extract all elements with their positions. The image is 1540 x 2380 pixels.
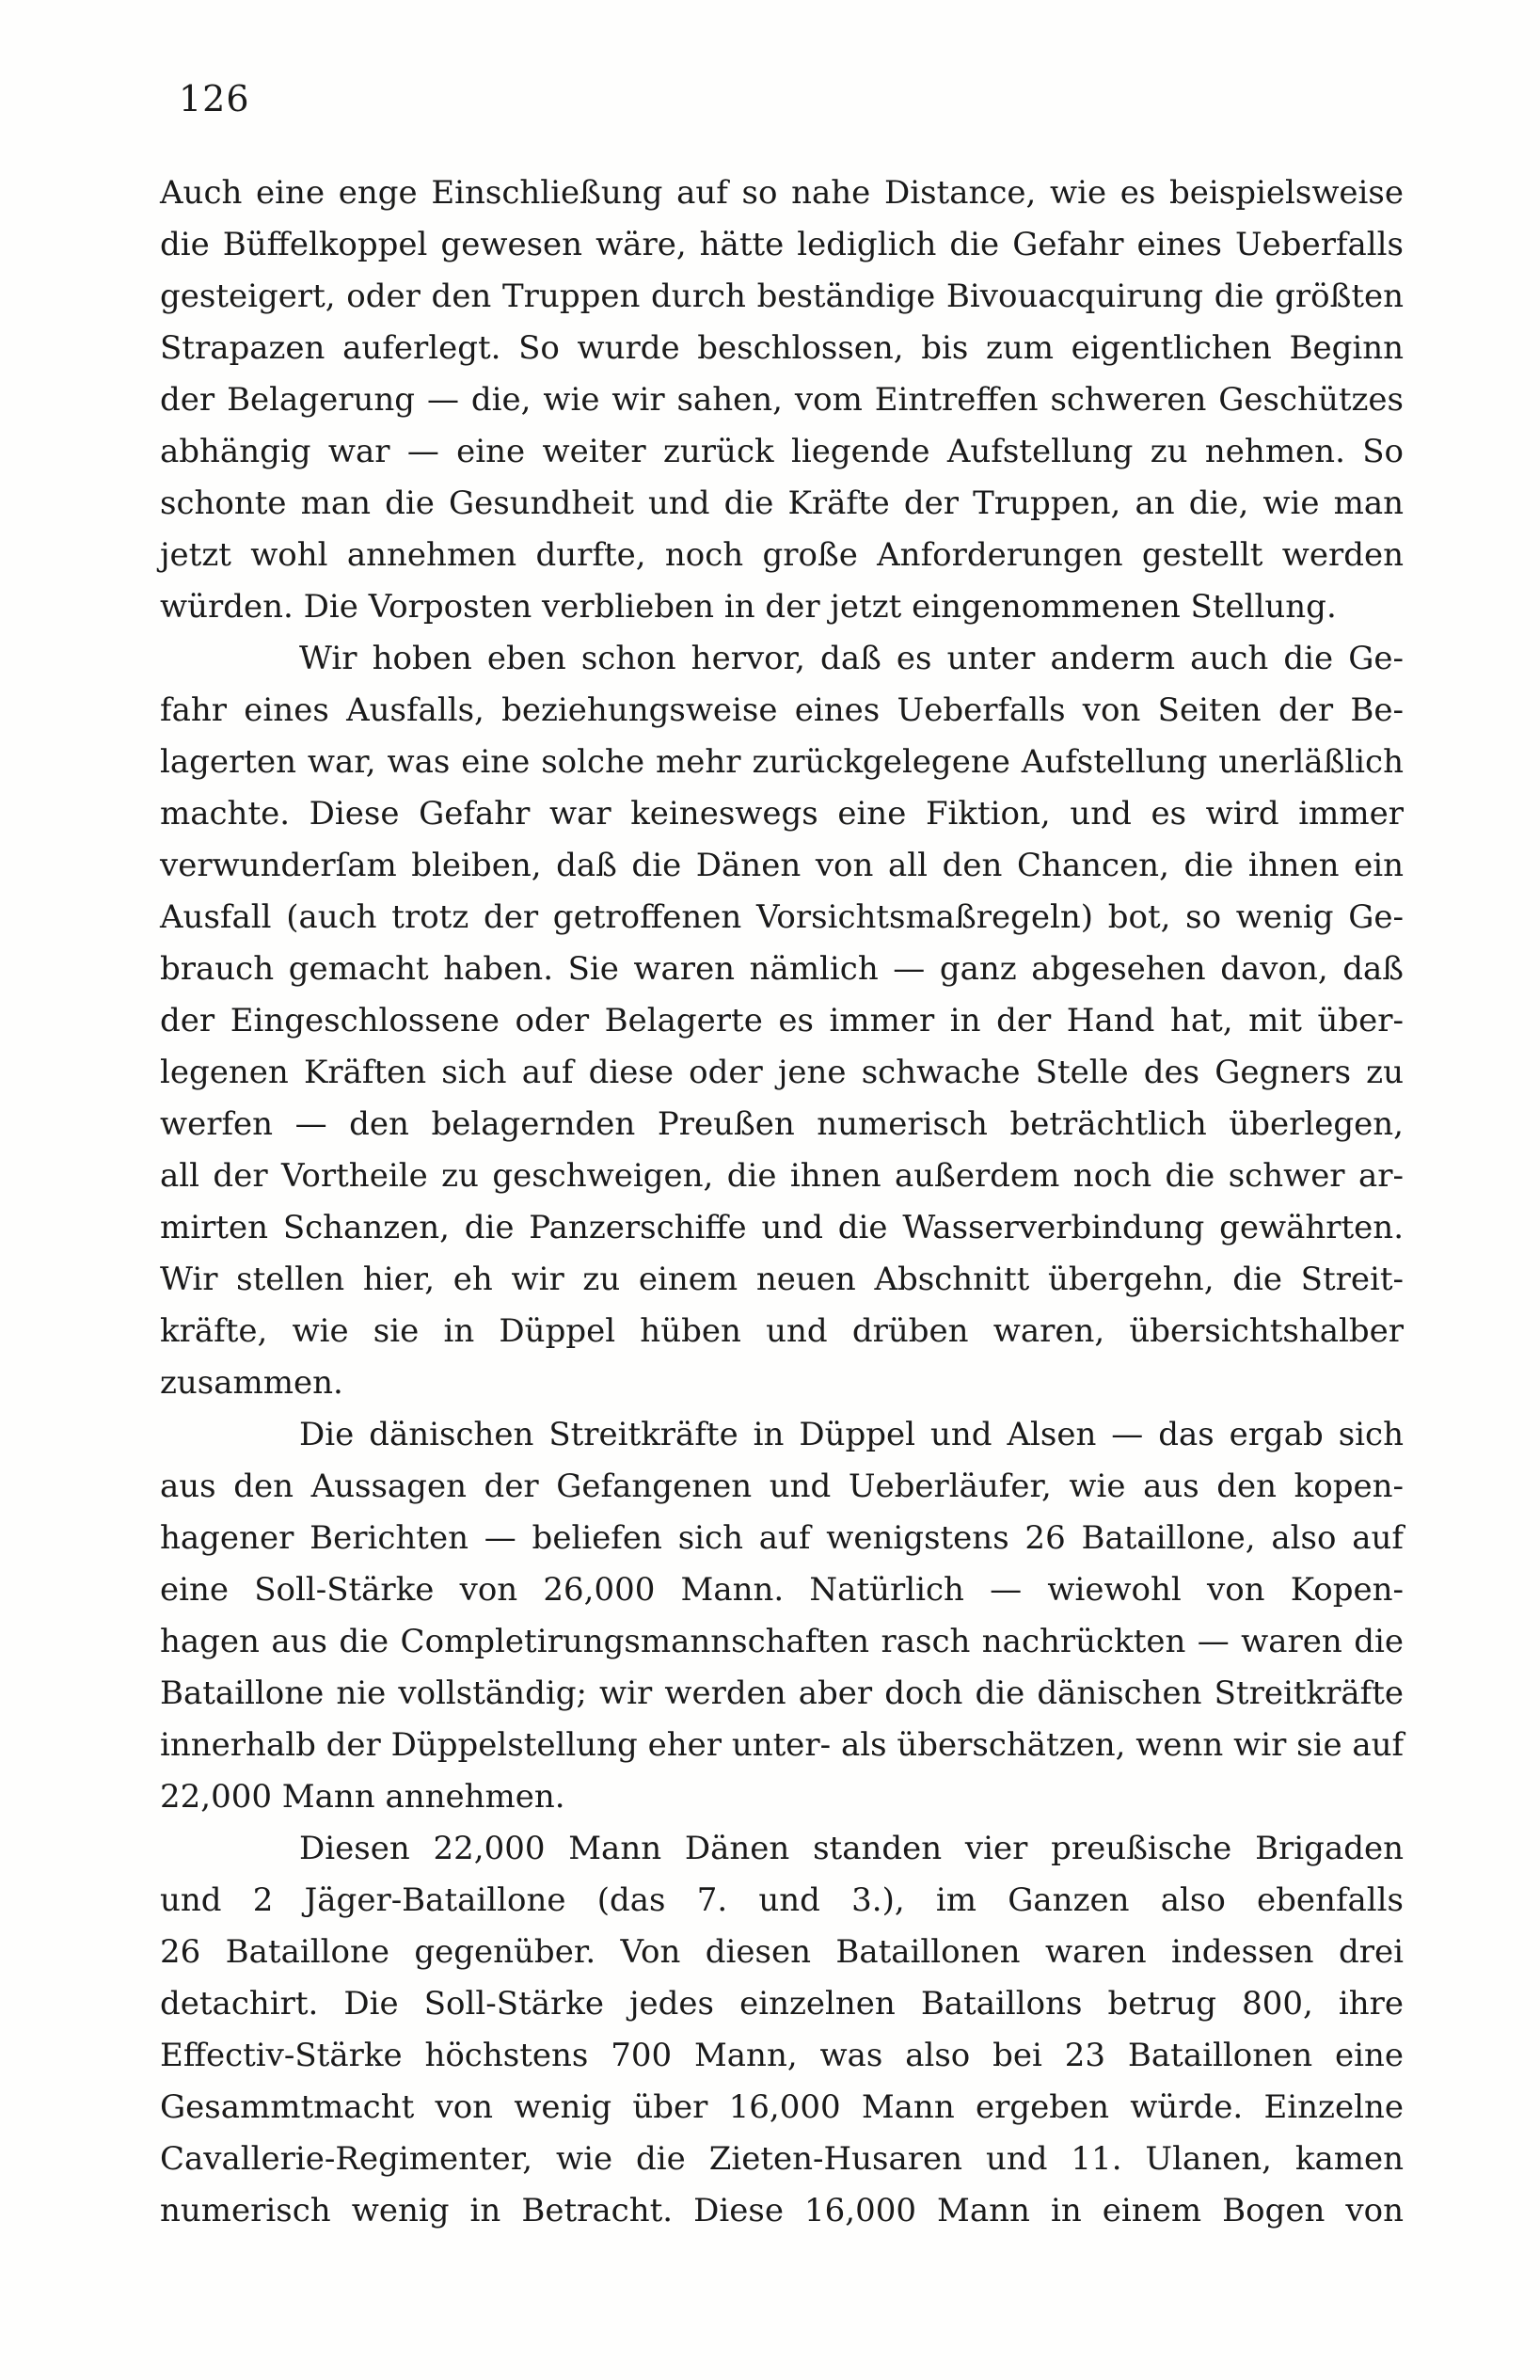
text-line: hagener Berichten — beliefen sich auf wenigstens 26 Bataillone, also auf — [160, 1519, 1404, 1557]
text-line: und 2 Jäger-Bataillone (das 7. und 3.), im Ganzen also ebenfalls — [160, 1881, 1404, 1919]
text-line: Wir hoben eben schon hervor, daß es unter anderm auch die Ge- — [299, 640, 1404, 677]
text-line: Effectiv-Stärke höchstens 700 Mann, was also bei 23 Bataillonen eine — [160, 2037, 1404, 2074]
text-line: werfen — den belagernden Preußen numerisch beträchtlich überlegen, — [160, 1105, 1404, 1143]
text-line: gesteigert, oder den Truppen durch beständige Bivouacquirung die größten — [160, 278, 1404, 315]
text-line: hagen aus die Completirungsmannschaften rasch nachrückten — waren die — [160, 1623, 1404, 1660]
page-number: 126 — [179, 78, 250, 119]
text-line: mirten Schanzen, die Panzerschiffe und die Wasserverbindung gewährten. — [160, 1209, 1404, 1246]
text-line: detachirt. Die Soll-Stärke jedes einzelnen Bataillons betrug 800, ihre — [160, 1985, 1404, 2023]
text-line: Auch eine enge Einschließung auf so nahe Distance, wie es beispielsweise — [160, 174, 1404, 212]
text-line: jetzt wohl annehmen durfte, noch große Anforderungen gestellt werden — [160, 536, 1404, 574]
body-text — [160, 167, 1404, 2237]
text-line: der Eingeschlossene oder Belagerte es immer in der Hand hat, mit über- — [160, 1002, 1404, 1039]
text-line: abhängig war — eine weiter zurück liegende Aufstellung zu nehmen. So — [160, 433, 1404, 470]
text-line: der Belagerung — die, wie wir sahen, vom Eintreffen schweren Geschützes — [160, 381, 1404, 419]
text-line: machte. Diese Gefahr war keineswegs eine Fiktion, und es wird immer — [160, 795, 1404, 833]
text-line: brauch gemacht haben. Sie waren nämlich — ganz abgesehen davon, daß — [160, 950, 1404, 988]
text-line: legenen Kräften sich auf diese oder jene schwache Stelle des Gegners zu — [160, 1054, 1404, 1091]
text-line: 26 Bataillone gegenüber. Von diesen Bataillonen waren indessen drei — [160, 1933, 1404, 1971]
text-line: aus den Aussagen der Gefangenen und Ueberläufer, wie aus den kopen- — [160, 1468, 1404, 1505]
paragraph — [160, 1409, 1404, 1823]
text-line: Gesammtmacht von wenig über 16,000 Mann ergeben würde. Einzelne — [160, 2088, 1404, 2126]
paragraph — [160, 633, 1404, 1409]
text-line: Die dänischen Streitkräfte in Düppel und Alsen — das ergab sich — [299, 1416, 1404, 1453]
text-line: Bataillone nie vollständig; wir werden aber doch die dänischen Streitkräfte — [160, 1674, 1404, 1712]
text-line: lagerten war, was eine solche mehr zurückgelegene Aufstellung unerläßlich — [160, 743, 1404, 781]
text-line: Strapazen auferlegt. So wurde beschlossen, bis zum eigentlichen Beginn — [160, 329, 1404, 367]
text-line: 22,000 Mann annehmen. — [160, 1778, 565, 1816]
text-line: Cavallerie-Regimenter, wie die Zieten-Husaren und 11. Ulanen, kamen — [160, 2140, 1404, 2178]
paragraph — [160, 167, 1404, 633]
text-line: würden. Die Vorposten verblieben in der jetzt eingenommenen Stellung. — [160, 588, 1337, 626]
text-line: kräfte, wie sie in Düppel hüben und drüben waren, übersichtshalber — [160, 1312, 1404, 1350]
text-line: eine Soll-Stärke von 26,000 Mann. Natürlich — wiewohl von Kopen- — [160, 1571, 1404, 1609]
text-line: innerhalb der Düppelstellung eher unter- als überschätzen, wenn wir sie auf — [160, 1726, 1405, 1764]
text-line: fahr eines Ausfalls, beziehungsweise eines Ueberfalls von Seiten der Be- — [160, 691, 1404, 729]
text-line: schonte man die Gesundheit und die Kräfte der Truppen, an die, wie man — [160, 484, 1404, 522]
paragraph — [160, 1823, 1404, 2237]
text-line: all der Vortheile zu geschweigen, die ihnen außerdem noch die schwer ar- — [160, 1157, 1404, 1195]
text-line: numerisch wenig in Betracht. Diese 16,000 Mann in einem Bogen von — [160, 2192, 1404, 2229]
text-line: zusammen. — [160, 1364, 343, 1402]
text-line: verwunderſam bleiben, daß die Dänen von all den Chancen, die ihnen ein — [160, 847, 1404, 884]
text-line: Ausfall (auch trotz der getroffenen Vorsichtsmaßregeln) bot, so wenig Ge- — [160, 898, 1404, 936]
text-line: die Büffelkoppel gewesen wäre, hätte lediglich die Gefahr eines Ueberfalls — [160, 226, 1404, 263]
text-line: Diesen 22,000 Mann Dänen standen vier preußische Brigaden — [299, 1830, 1404, 1867]
text-line: Wir stellen hier, eh wir zu einem neuen Abschnitt übergehn, die Streit- — [160, 1261, 1404, 1298]
